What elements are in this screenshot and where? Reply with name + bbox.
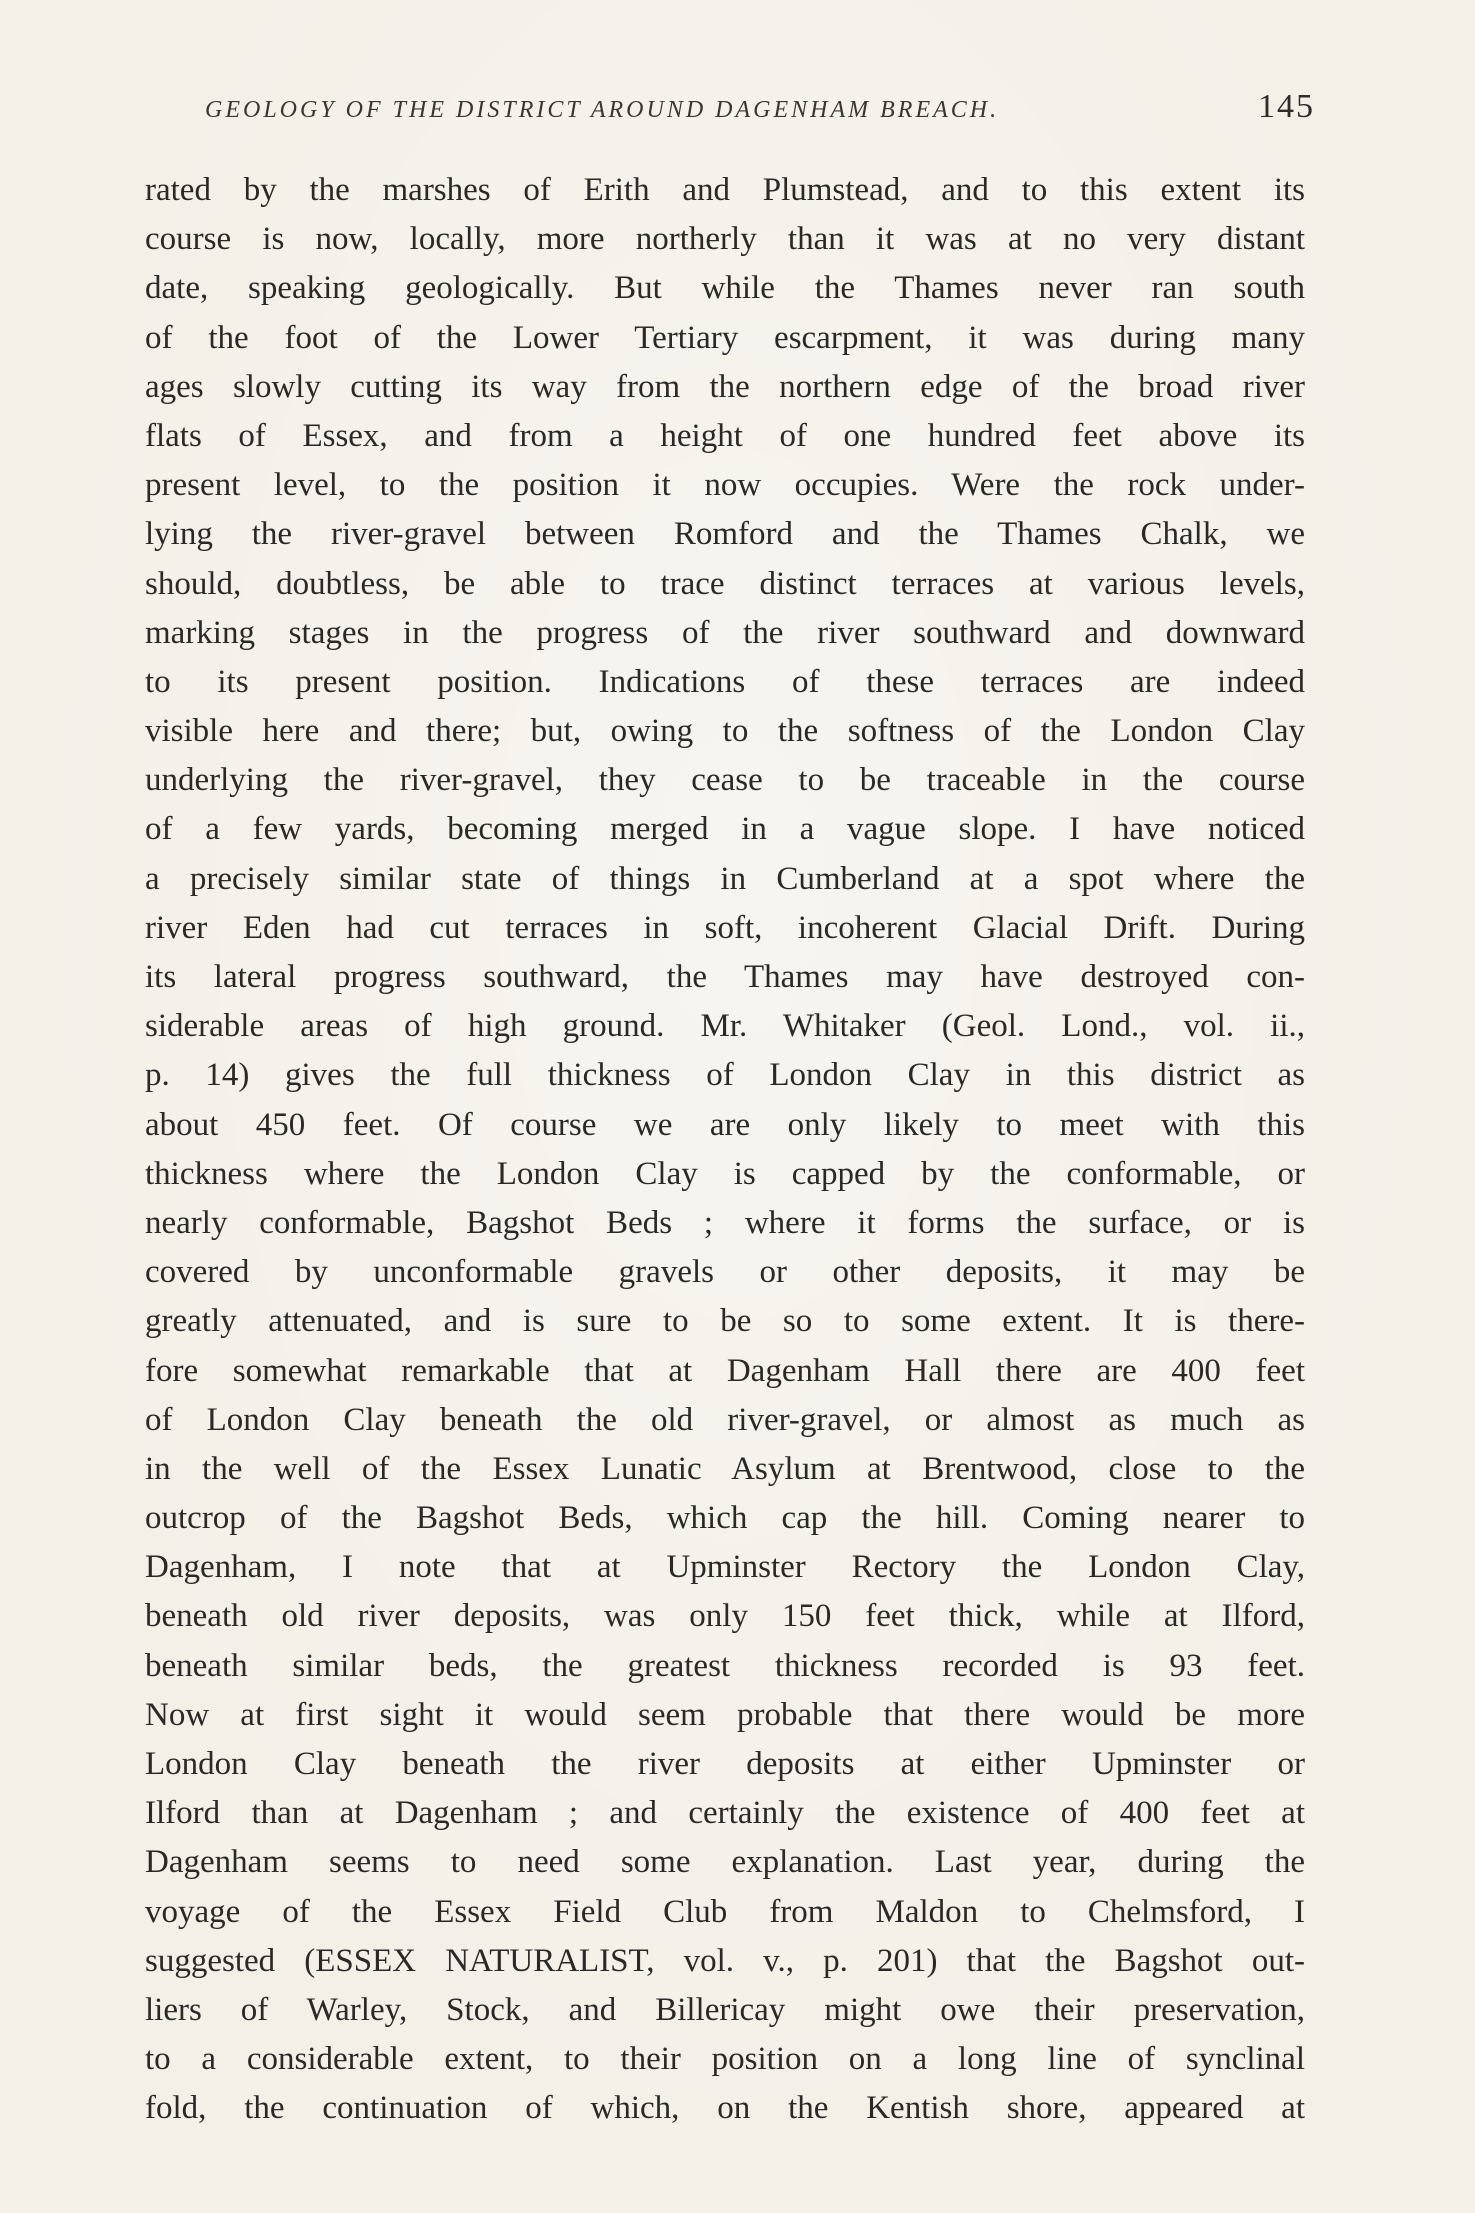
text-line: fore somewhat remarkable that at Dagenham Hall there are 400 feet	[145, 1352, 1305, 1389]
text-line: nearly conformable, Bagshot Beds ; where it forms the surface, or is	[145, 1204, 1305, 1241]
text-line: lying the river-gravel between Romford and the Thames Chalk, we	[145, 516, 1305, 553]
text-line: ages slowly cutting its way from the northern edge of the broad river	[145, 368, 1305, 405]
text-line: liers of Warley, Stock, and Billericay might owe their preservation,	[145, 1991, 1305, 2028]
text-line: date, speaking geologically. But while the Thames never ran south	[145, 270, 1305, 307]
text-line: beneath similar beds, the greatest thickness recorded is 93 feet.	[145, 1647, 1305, 1684]
text-line: a precisely similar state of things in Cumberland at a spot where the	[145, 860, 1305, 897]
text-line: of a few yards, becoming merged in a vague slope. I have noticed	[145, 811, 1305, 848]
text-line: course is now, locally, more northerly than it was at no very distant	[145, 221, 1305, 258]
text-line: river Eden had cut terraces in soft, incoherent Glacial Drift. During	[145, 909, 1305, 946]
page-number: 145	[1258, 88, 1315, 125]
text-line: Dagenham seems to need some explanation. Last year, during the	[145, 1844, 1305, 1881]
text-line: marking stages in the progress of the river southward and downward	[145, 614, 1305, 651]
text-line: of the foot of the Lower Tertiary escarpment, it was during many	[145, 319, 1305, 356]
text-line: siderable areas of high ground. Mr. Whitaker (Geol. Lond., vol. ii.,	[145, 1008, 1305, 1045]
running-title: GEOLOGY OF THE DISTRICT AROUND DAGENHAM BREACH.	[205, 97, 1000, 123]
text-line: of London Clay beneath the old river-gravel, or almost as much as	[145, 1401, 1305, 1438]
text-line: voyage of the Essex Field Club from Maldon to Chelmsford, I	[145, 1893, 1305, 1930]
text-line: suggested (ESSEX NATURALIST, vol. v., p. 201) that the Bagshot out-	[145, 1942, 1305, 1979]
text-line: Now at first sight it would seem probable that there would be more	[145, 1696, 1305, 1733]
text-line: flats of Essex, and from a height of one hundred feet above its	[145, 417, 1305, 454]
text-line: fold, the continuation of which, on the Kentish shore, appeared at	[145, 2090, 1305, 2127]
text-line: should, doubtless, be able to trace distinct terraces at various levels,	[145, 565, 1305, 602]
text-line: its lateral progress southward, the Thames may have destroyed con-	[145, 959, 1305, 995]
text-line: Ilford than at Dagenham ; and certainly the existence of 400 feet at	[145, 1795, 1305, 1832]
text-line: underlying the river-gravel, they cease to be traceable in the course	[145, 762, 1305, 799]
body-text	[145, 166, 1305, 2134]
text-line: covered by unconformable gravels or other deposits, it may be	[145, 1254, 1305, 1291]
text-line: thickness where the London Clay is capped by the conformable, or	[145, 1155, 1305, 1192]
text-line: greatly attenuated, and is sure to be so to some extent. It is there-	[145, 1303, 1305, 1340]
text-line: outcrop of the Bagshot Beds, which cap the hill. Coming nearer to	[145, 1500, 1305, 1537]
text-line: present level, to the position it now occupies. Were the rock under-	[145, 467, 1305, 504]
text-line: London Clay beneath the river deposits at either Upminster or	[145, 1746, 1305, 1782]
text-line: to its present position. Indications of these terraces are indeed	[145, 663, 1305, 700]
text-line: rated by the marshes of Erith and Plumstead, and to this extent its	[145, 172, 1305, 208]
running-header	[205, 88, 1315, 138]
text-line: beneath old river deposits, was only 150 feet thick, while at Ilford,	[145, 1598, 1305, 1635]
text-line: to a considerable extent, to their position on a long line of synclinal	[145, 2041, 1305, 2078]
text-line: in the well of the Essex Lunatic Asylum at Brentwood, close to the	[145, 1450, 1305, 1487]
text-line: Dagenham, I note that at Upminster Rectory the London Clay,	[145, 1549, 1305, 1586]
text-line: about 450 feet. Of course we are only likely to meet with this	[145, 1106, 1305, 1143]
text-line: p. 14) gives the full thickness of London Clay in this district as	[145, 1057, 1305, 1094]
text-line: visible here and there; but, owing to the softness of the London Clay	[145, 713, 1305, 750]
